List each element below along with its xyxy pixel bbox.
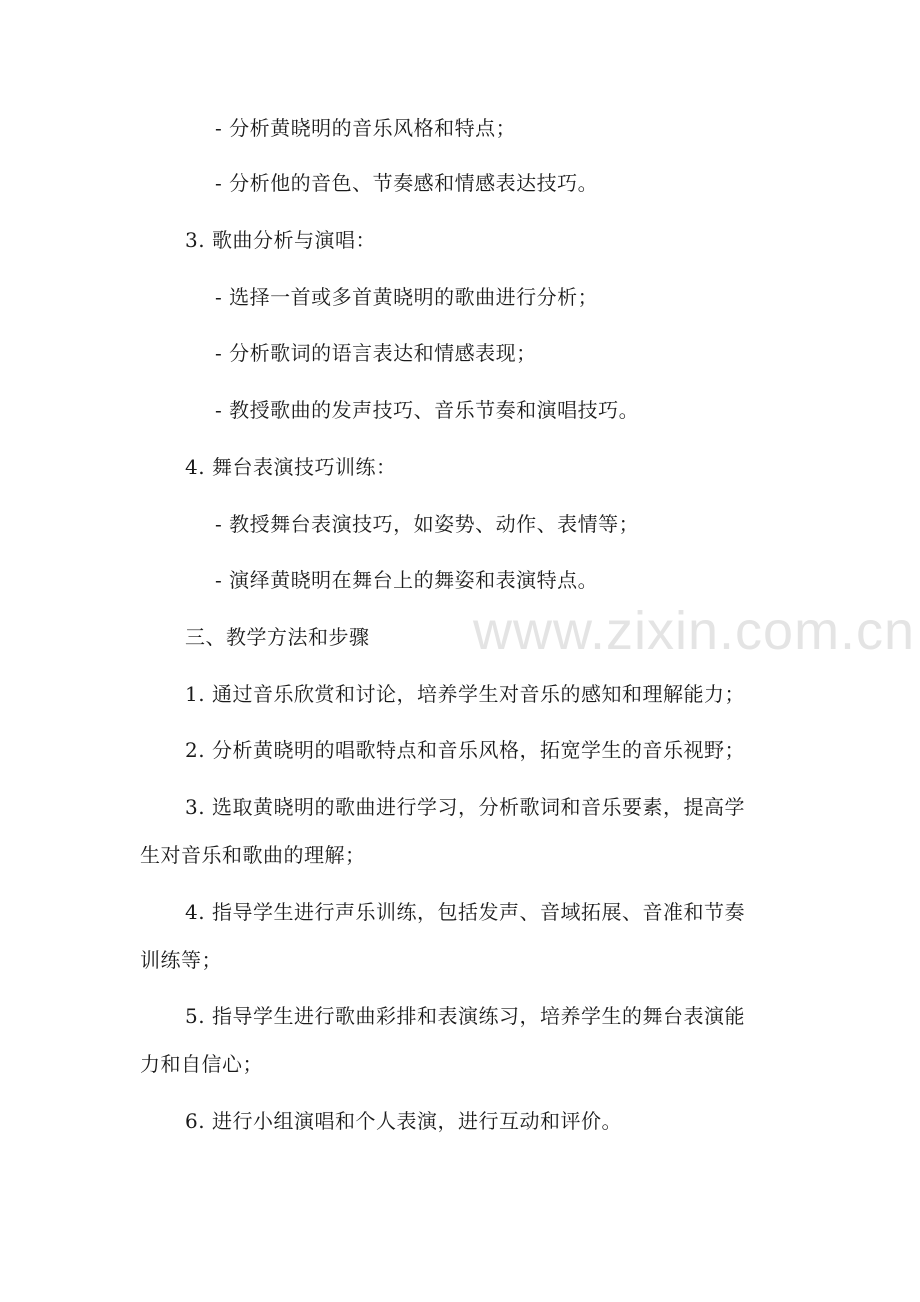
numbered-item: 6. 进行小组演唱和个人表演，进行互动和评价。	[185, 1109, 622, 1133]
bullet-line: - 选择一首或多首黄晓明的歌曲进行分析；	[215, 285, 599, 309]
bullet-line: - 分析歌词的语言表达和情感表现；	[215, 341, 537, 365]
numbered-item-continuation: 力和自信心；	[140, 1052, 263, 1076]
numbered-heading: 3. 歌曲分析与演唱：	[185, 228, 376, 252]
section-heading: 三、教学方法和步骤	[185, 625, 370, 649]
bullet-line: - 分析黄晓明的音乐风格和特点；	[215, 116, 517, 140]
bullet-line: - 教授歌曲的发声技巧、音乐节奏和演唱技巧。	[215, 398, 640, 422]
watermark: www.zixin.com.cn	[473, 601, 916, 661]
numbered-item: 5. 指导学生进行歌曲彩排和表演练习，培养学生的舞台表演能	[185, 1004, 745, 1028]
numbered-item-continuation: 训练等；	[140, 948, 222, 972]
numbered-item-continuation: 生对音乐和歌曲的理解；	[140, 843, 366, 867]
numbered-item: 2. 分析黄晓明的唱歌特点和音乐风格，拓宽学生的音乐视野；	[185, 738, 745, 762]
numbered-item: 1. 通过音乐欣赏和讨论，培养学生对音乐的感知和理解能力；	[185, 682, 745, 706]
numbered-item: 3. 选取黄晓明的歌曲进行学习，分析歌词和音乐要素，提高学	[185, 795, 745, 819]
numbered-heading: 4. 舞台表演技巧训练：	[185, 455, 397, 479]
bullet-line: - 教授舞台表演技巧，如姿势、动作、表情等；	[215, 512, 640, 536]
bullet-line: - 分析他的音色、节奏感和情感表达技巧。	[215, 171, 599, 195]
bullet-line: - 演绎黄晓明在舞台上的舞姿和表演特点。	[215, 568, 599, 592]
numbered-item: 4. 指导学生进行声乐训练，包括发声、音域拓展、音准和节奏	[185, 900, 745, 924]
